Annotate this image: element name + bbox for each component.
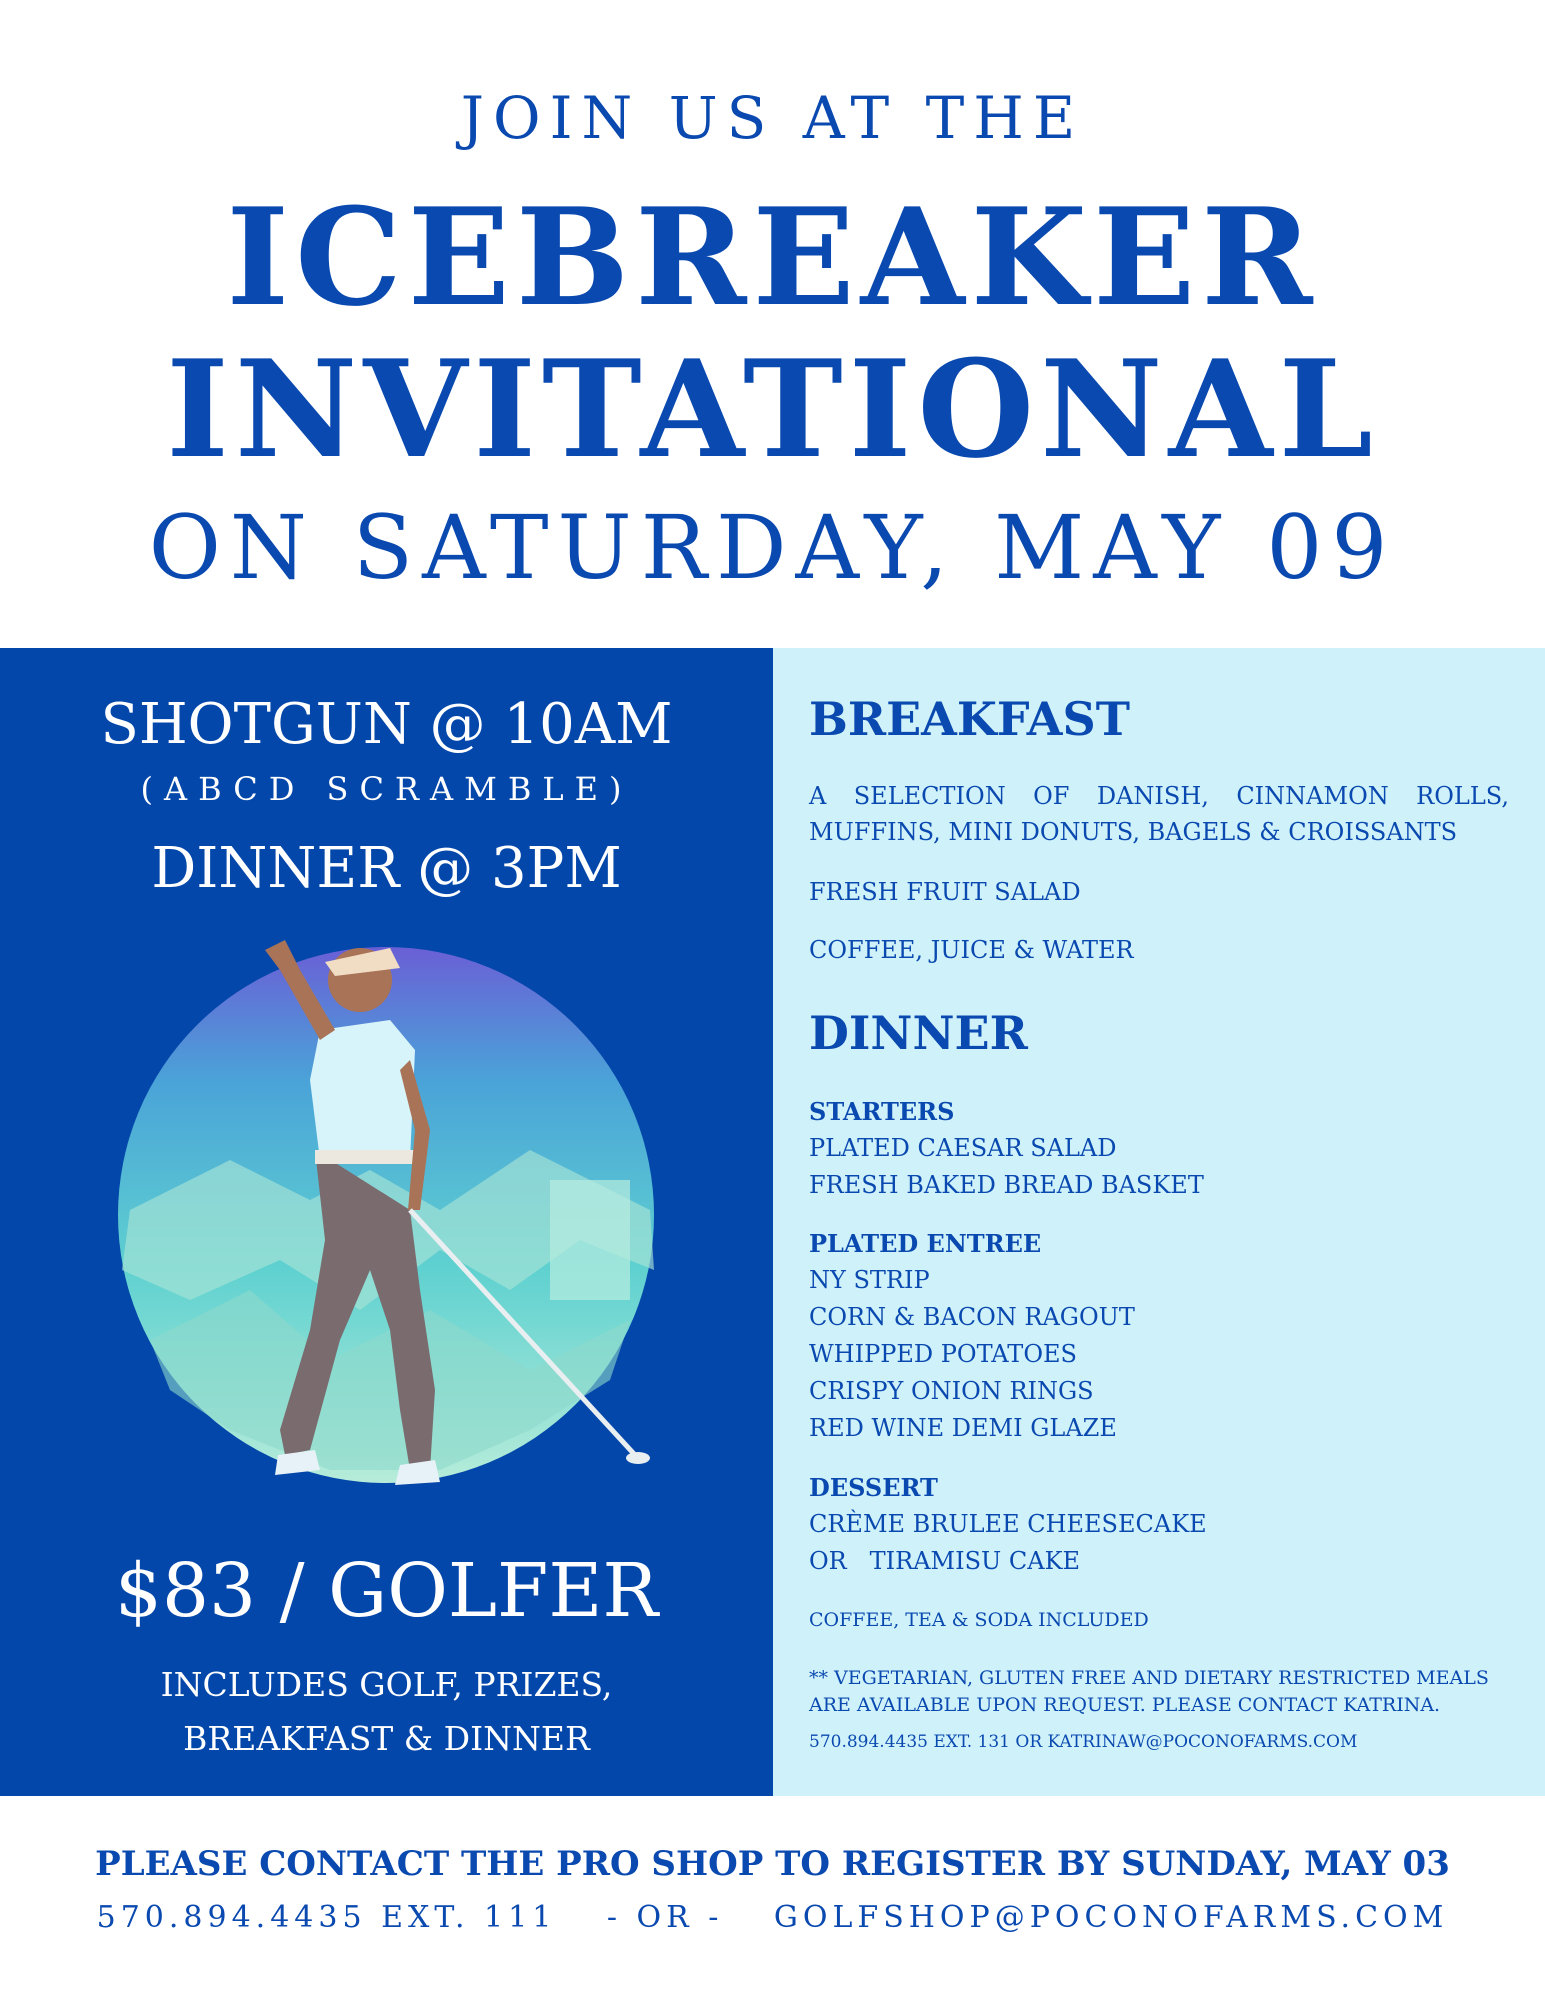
includes-line2: BREAKFAST & DINNER [183, 1719, 590, 1758]
dinner-item: NY STRIP [809, 1266, 930, 1294]
dinner-time: DINNER @ 3PM [151, 836, 622, 901]
event-title-line2: INVITATIONAL [166, 330, 1379, 488]
breakfast-item: COFFEE, JUICE & WATER [809, 936, 1134, 964]
dietary-contact: 570.894.4435 EXT. 131 OR KATRINAW@POCONOFARMS.COM [809, 1732, 1358, 1752]
drinks-included: COFFEE, TEA & SODA INCLUDED [809, 1609, 1149, 1631]
dietary-note: ** VEGETARIAN, GLUTEN FREE AND DIETARY RESTRICTED MEALS [809, 1667, 1489, 1689]
dinner-item: CRÈME BRULEE CHEESECAKE [809, 1510, 1207, 1538]
event-date: ON SATURDAY, MAY 09 [148, 496, 1397, 599]
dinner-item: WHIPPED POTATOES [809, 1340, 1077, 1368]
menu-panel [773, 648, 1545, 1796]
contact-separator: - OR - [606, 1900, 724, 1935]
pro-shop-email: GOLFSHOP@POCONOFARMS.COM [773, 1900, 1449, 1935]
dinner-item: RED WINE DEMI GLAZE [809, 1414, 1117, 1442]
tournament-format: (ABCD SCRAMBLE) [140, 770, 633, 808]
breakfast-item: A SELECTION OF DANISH, CINNAMON ROLLS, MUFFINS, MINI DONUTS, BAGELS & CROISSANTS [809, 782, 1509, 846]
registration-deadline: PLEASE CONTACT THE PRO SHOP TO REGISTER BY SUNDAY, MAY 03 [95, 1844, 1450, 1884]
dinner-item: FRESH BAKED BREAD BASKET [809, 1171, 1204, 1199]
dietary-note: ARE AVAILABLE UPON REQUEST. PLEASE CONTACT KATRINA. [809, 1694, 1441, 1716]
dessert-label: DESSERT [809, 1473, 938, 1502]
event-header [0, 0, 1545, 648]
dinner-heading: DINNER [809, 1006, 1028, 1060]
price-per-golfer: $83 / GOLFER [114, 1548, 659, 1634]
dinner-item: PLATED CAESAR SALAD [809, 1134, 1117, 1162]
entree-label: PLATED ENTREE [809, 1229, 1042, 1258]
celebrating-golfer-illustration [110, 910, 670, 1490]
pro-shop-phone: 570.894.4435 EXT. 111 [96, 1900, 557, 1935]
dinner-item: CORN & BACON RAGOUT [809, 1303, 1135, 1331]
dinner-item: OR TIRAMISU CAKE [809, 1547, 1081, 1575]
event-title-line1: ICEBREAKER [226, 178, 1319, 336]
breakfast-item: FRESH FRUIT SALAD [809, 878, 1081, 906]
event-details-panel [0, 648, 773, 1796]
starters-label: STARTERS [809, 1097, 955, 1126]
price-includes [0, 1658, 773, 1766]
shotgun-time: SHOTGUN @ 10AM [100, 692, 673, 757]
breakfast-heading: BREAKFAST [809, 692, 1130, 746]
includes-line1: INCLUDES GOLF, PRIZES, [160, 1665, 613, 1704]
dinner-item: CRISPY ONION RINGS [809, 1377, 1094, 1405]
pro-shop-contact [0, 1900, 1545, 1935]
join-us-text: JOIN US AT THE [460, 84, 1085, 152]
